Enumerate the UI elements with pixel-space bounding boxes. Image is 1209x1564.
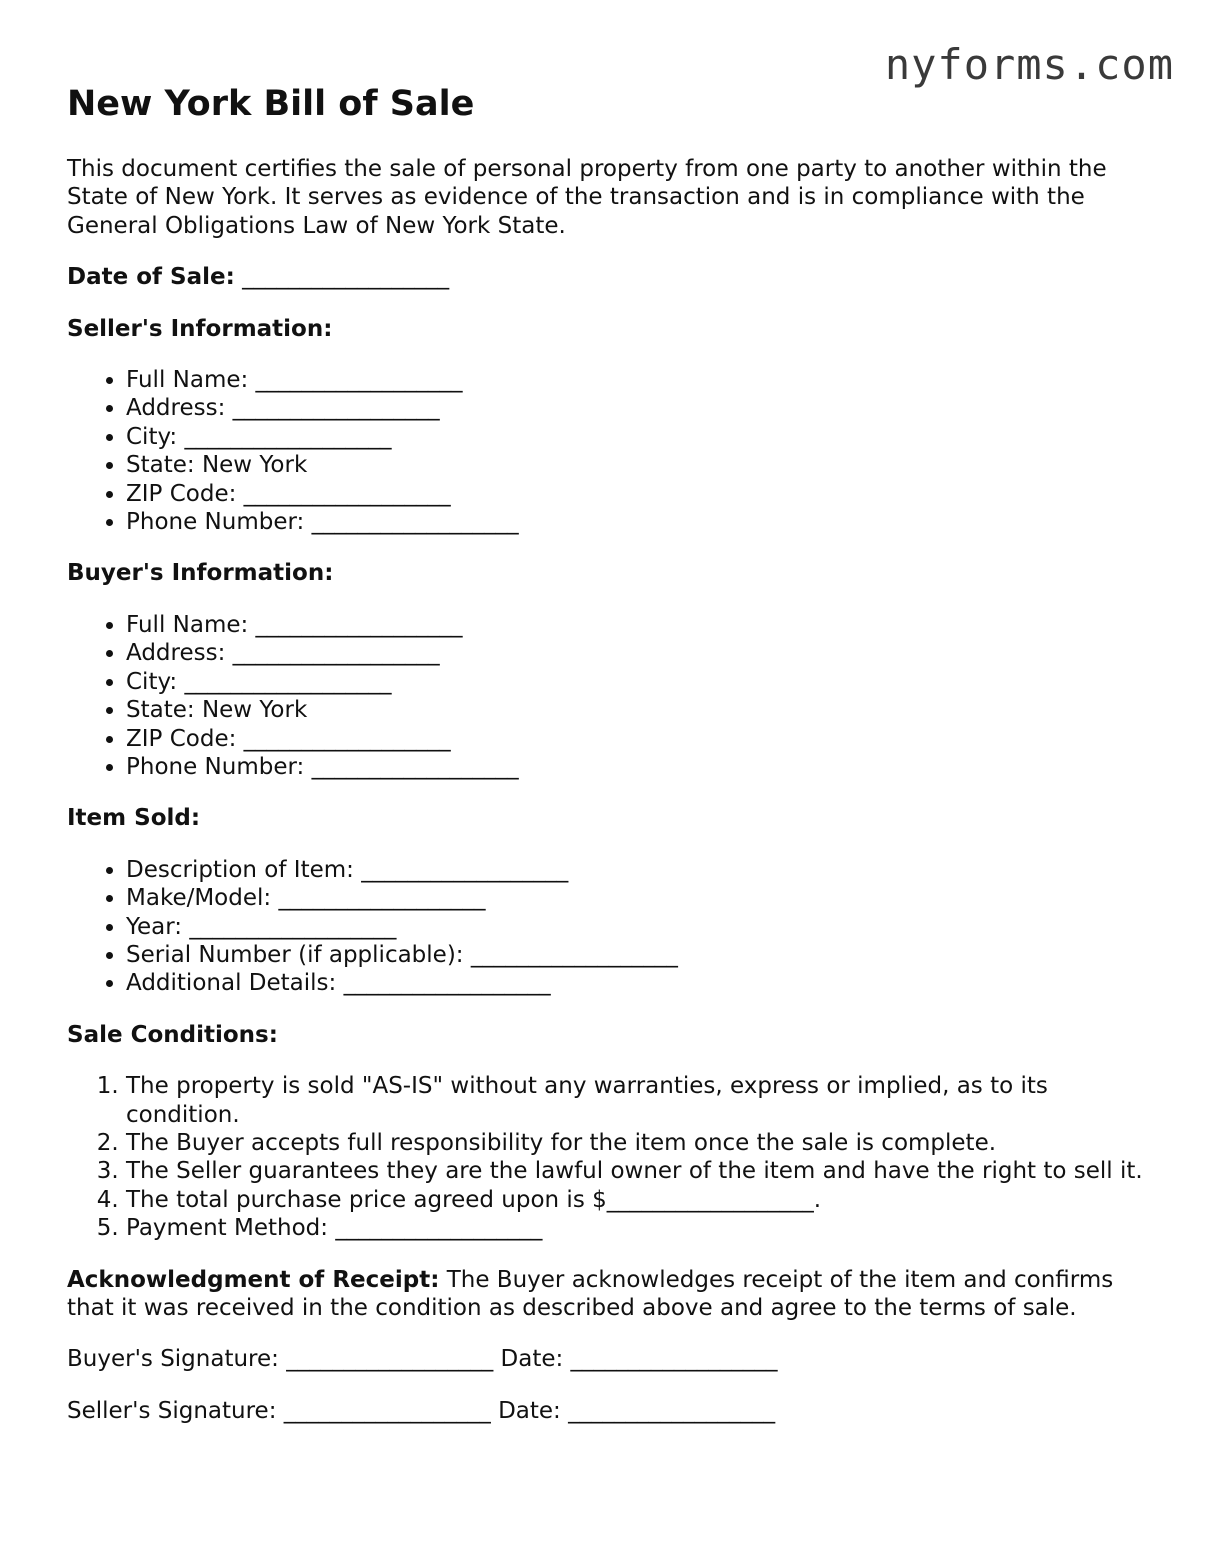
sale-conditions-heading: Sale Conditions: [67, 1021, 278, 1048]
item-sold-heading: Item Sold: [67, 805, 201, 832]
item-description[interactable]: • Description of Item: __________________ [126, 856, 1157, 884]
seller-info-list [67, 366, 1157, 536]
seller-zip-code[interactable]: • ZIP Code: __________________ [126, 480, 1157, 508]
buyer-state: • State: New York [126, 696, 1157, 724]
seller-signature-line[interactable]: Seller's Signature: __________________ Date: __________________ [67, 1397, 776, 1424]
buyer-phone-number[interactable]: • Phone Number: __________________ [126, 753, 1157, 781]
item-make-model[interactable]: • Make/Model: __________________ [126, 884, 1157, 912]
page-title: New York Bill of Sale [67, 84, 475, 124]
condition-purchase-price[interactable]: 4. The total purchase price agreed upon is $__________________. [126, 1186, 1157, 1214]
acknowledgment-text: The Buyer acknowledges receipt of the item and confirms that it was received in the condition as described above and agree to the terms of sale. [67, 1266, 1114, 1321]
item-additional-details[interactable]: • Additional Details: __________________ [126, 969, 1157, 997]
buyer-signature-line[interactable]: Buyer's Signature: __________________ Date: __________________ [67, 1346, 778, 1373]
item-serial-number[interactable]: • Serial Number (if applicable): __________________ [126, 941, 1157, 969]
condition-as-is: 1. The property is sold "AS-IS" without any warranties, express or implied, as to its condition. [126, 1072, 1157, 1129]
condition-seller-ownership: 3. The Seller guarantees they are the lawful owner of the item and have the right to sell it. [126, 1157, 1157, 1185]
seller-phone-number[interactable]: • Phone Number: __________________ [126, 508, 1157, 536]
acknowledgment-label: Acknowledgment of Receipt: [67, 1266, 440, 1293]
buyer-address[interactable]: • Address: __________________ [126, 639, 1157, 667]
date-of-sale-label: Date of Sale: [67, 264, 235, 291]
seller-state: • State: New York [126, 451, 1157, 479]
item-year[interactable]: • Year: __________________ [126, 913, 1157, 941]
document-body [67, 155, 1157, 1448]
acknowledgment-paragraph [67, 1266, 1157, 1323]
date-of-sale-blank[interactable]: __________________ [242, 264, 450, 291]
buyer-full-name[interactable]: • Full Name: __________________ [126, 611, 1157, 639]
buyer-info-list [67, 611, 1157, 781]
intro-paragraph: This document certifies the sale of personal property from one party to another within the State of New York. It serves as evidence of the transaction and is in compliance with the General Obligations Law of New York State. [67, 156, 1107, 239]
date-of-sale-line [67, 263, 1157, 291]
condition-payment-method[interactable]: 5. Payment Method: __________________ [126, 1214, 1157, 1242]
seller-address[interactable]: • Address: __________________ [126, 394, 1157, 422]
buyer-city[interactable]: • City: __________________ [126, 668, 1157, 696]
sale-conditions-list [67, 1072, 1157, 1242]
seller-heading: Seller's Information: [67, 315, 333, 342]
condition-buyer-responsibility: 2. The Buyer accepts full responsibility for the item once the sale is complete. [126, 1129, 1157, 1157]
site-watermark: nyforms.com [884, 40, 1174, 89]
item-sold-list [67, 856, 1157, 998]
seller-city[interactable]: • City: __________________ [126, 423, 1157, 451]
seller-full-name[interactable]: • Full Name: __________________ [126, 366, 1157, 394]
buyer-heading: Buyer's Information: [67, 560, 334, 587]
buyer-zip-code[interactable]: • ZIP Code: __________________ [126, 725, 1157, 753]
